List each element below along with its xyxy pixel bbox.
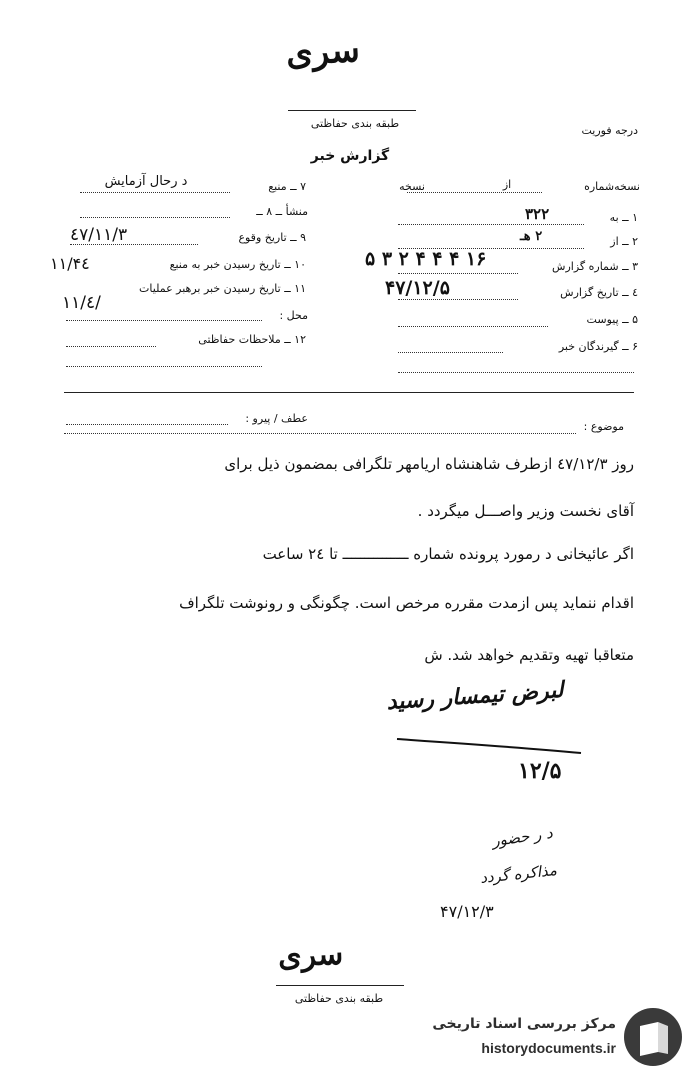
watermark-url: historydocuments.ir [481, 1040, 616, 1056]
margin-note-3: ۴۷/۱۲/۳ [440, 902, 494, 921]
place-label: محل : [279, 309, 308, 322]
field-3-label: ۳ ــ شماره گزارش [552, 260, 638, 273]
classification-line-bottom [276, 985, 404, 986]
body-line-3: اگر عائیخانی د رمورد پرونده شماره ـــــــــــــــ تا ۲٤ ساعت [262, 545, 634, 563]
field-12-line [66, 346, 156, 347]
classification-label: طبقه بندی حفاظتی [310, 117, 400, 130]
underline-stroke [395, 733, 585, 757]
field-6-line-2 [398, 372, 634, 373]
field-8-line [80, 217, 230, 218]
body-line-1: روز ٤٧/١٢/٣ ازطرف شاهنشاه اریامهر تلگرافی بمضمون ذیل برای [224, 455, 634, 473]
field-2-label: ۲ ــ از [610, 235, 638, 248]
field-7-label: ۷ ــ منبع [268, 180, 306, 193]
classification-line [288, 110, 416, 111]
watermark-title: مرکز بررسی اسناد تاریخی [432, 1016, 616, 1032]
field-11-value: ١١/٤/ [62, 293, 101, 313]
field-10-value: ۱۱/۴٤ [50, 254, 90, 273]
margin-note-2: مذاکره گردد [479, 861, 558, 887]
subject-label: موضوع : [583, 420, 624, 433]
copy-number-line [407, 192, 542, 193]
field-4-value: ۴۷/۱۲/۵ [385, 277, 450, 299]
field-4-label: ٤ ــ تاریخ گزارش [560, 286, 638, 299]
field-8-label: منشأ ــ ۸ ــ [256, 205, 308, 218]
copy-number-label: نسخه‌شماره [584, 180, 640, 193]
reference-line [66, 424, 228, 425]
field-6-line [398, 352, 503, 353]
field-5-line [398, 326, 548, 327]
field-2-value: ۲ هـ [520, 229, 543, 244]
field-4-line [398, 299, 518, 300]
handwritten-date: ۱۲/۵ [518, 758, 562, 784]
field-6-label: ۶ ــ گیرندگان خبر [558, 340, 638, 353]
field-9-value: ٤٧/١١/٣ [70, 225, 128, 245]
handwritten-note: لبرض تیمسار رسید [385, 676, 565, 716]
field-1-value: ۳۲۲ [525, 205, 550, 223]
place-line [66, 320, 262, 321]
watermark-logo-icon [624, 1008, 682, 1066]
body-line-4: اقدام ننمايد پس ازمدت مقرره مرخص است. چگونگی و رونوشت تلگراف [179, 594, 634, 612]
field-10-label: ۱۰ ــ تاریخ رسیدن خبر به منبع [169, 258, 306, 271]
priority-label: درجه فوریت [581, 124, 638, 137]
field-7-line [80, 192, 230, 193]
field-1-label: ۱ ــ به [609, 211, 638, 224]
copy-from-label: از [502, 178, 512, 191]
copy-word-label: نسخه [399, 180, 425, 193]
report-title: گزارش خبر [310, 148, 390, 164]
field-12-line-2 [66, 366, 262, 367]
subject-line [64, 433, 576, 434]
stamp-bottom: سری [277, 936, 344, 975]
reference-label: عطف / پیرو : [245, 412, 308, 425]
margin-note-1: د ر حضور [491, 823, 554, 851]
field-3-value: ۵ ۳ ۲ ۴ ۴ ۴ ۱۶ [365, 248, 487, 270]
body-line-5: متعاقبا تهيه وتقديم خواهد شد. ش [424, 646, 634, 664]
field-9-label: ۹ ــ تاریخ وقوع [238, 231, 306, 244]
field-3-line [398, 273, 518, 274]
field-12-label: ۱۲ ــ ملاحظات حفاظتی [198, 333, 306, 346]
field-5-label: ۵ ــ پیوست [586, 313, 638, 326]
field-7-value: د رحال آزمایش [104, 174, 188, 189]
classification-label-bottom: طبقه بندی حفاظتی [294, 992, 384, 1005]
stamp-top: سری [285, 30, 361, 74]
body-line-2: آقای نخست وزیر واصـــل میگردد . [417, 502, 634, 520]
separator-line [64, 392, 634, 393]
field-1-line [398, 224, 584, 225]
field-11-label: ۱۱ ــ تاریخ رسیدن خبر برهبر عملیات [139, 282, 306, 295]
